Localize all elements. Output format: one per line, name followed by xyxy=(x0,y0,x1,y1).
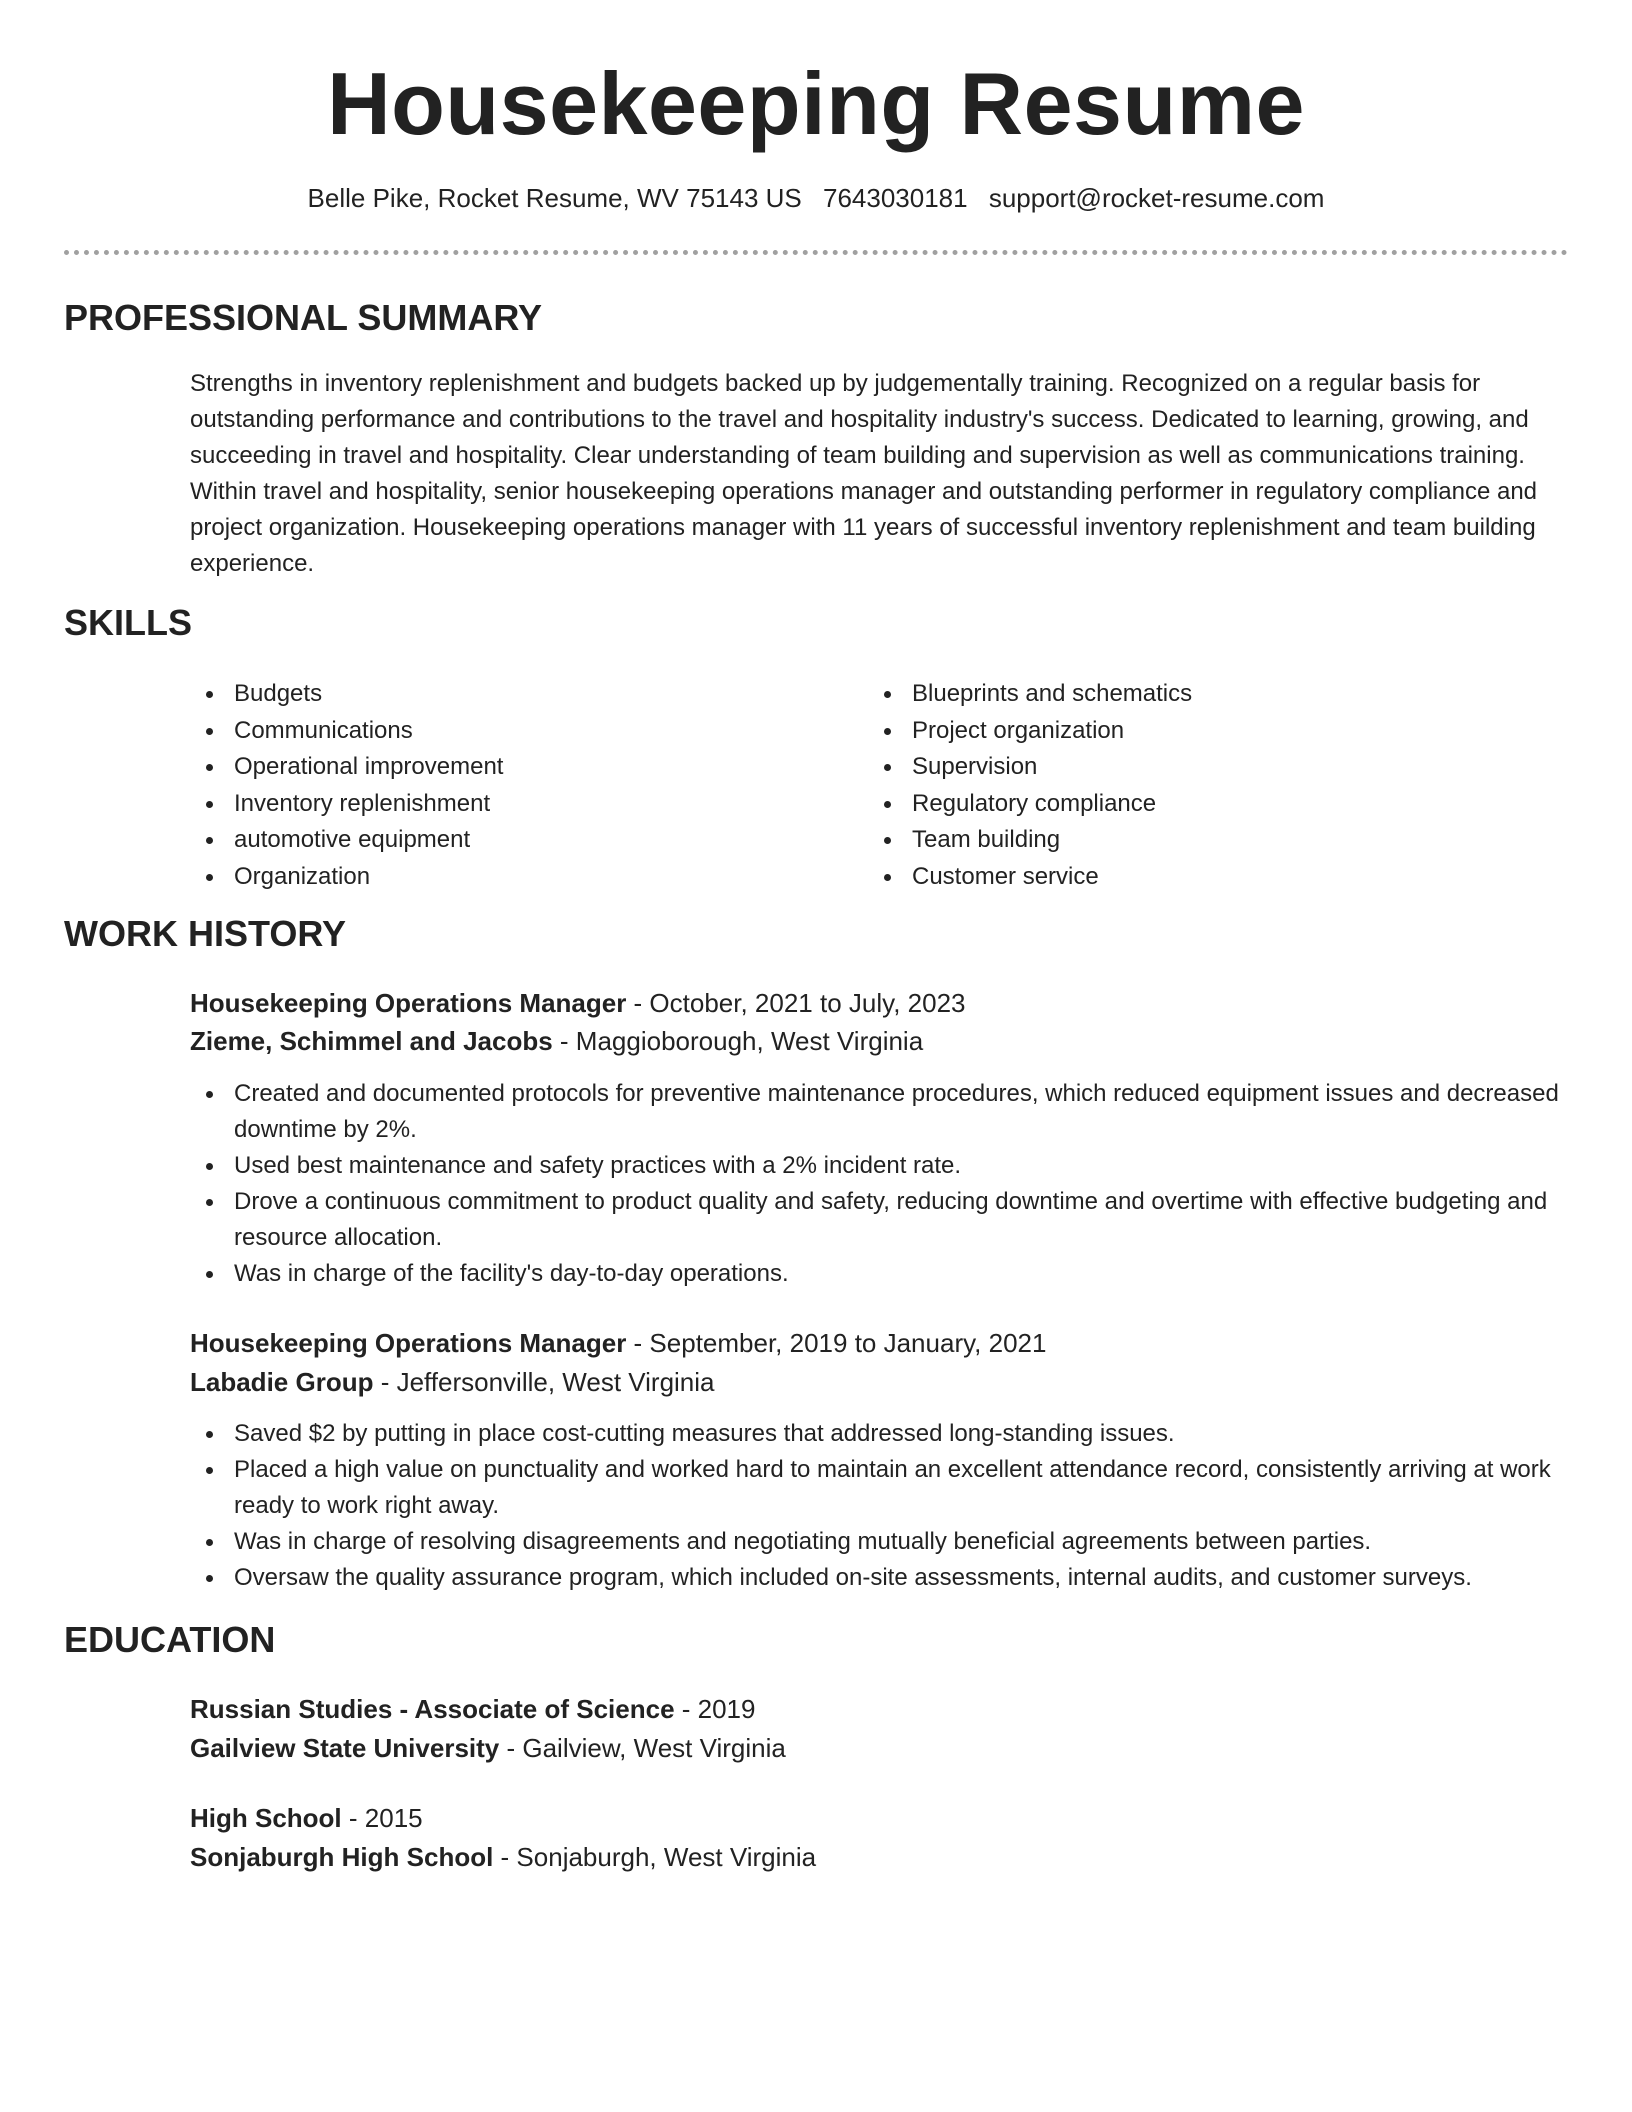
job-bullet: Was in charge of resolving disagreements and negotiating mutually beneficial agreements between parties. xyxy=(190,1524,1570,1560)
job-company: Labadie Group xyxy=(190,1367,374,1397)
education-heading: EDUCATION xyxy=(64,1619,276,1660)
education-school-line xyxy=(190,1731,786,1765)
summary-text: Strengths in inventory replenishment and budgets backed up by judgementally training. Recognized on a regular basis for outstanding performance and contributions to the travel and hospitality industry's success. Dedicated to learning, growing, and succeeding in travel and hospitality. Clear understanding of team building and supervision as well as communications training. Within travel and hospitality, senior housekeeping operations manager and outstanding performer in regulatory compliance and project organization. Housekeeping operations manager with 11 years of successful inventory replenishment and team building experience. xyxy=(190,370,1538,577)
education-school-line xyxy=(190,1840,816,1874)
education-year: - 2015 xyxy=(341,1803,423,1833)
contact-phone: 7643030181 xyxy=(822,183,968,213)
contact-line xyxy=(0,182,1632,214)
skill-item: Team building xyxy=(868,822,1192,859)
skill-item: Inventory replenishment xyxy=(190,786,503,823)
job-bullets xyxy=(190,1416,1570,1596)
education-location: - Sonjaburgh, West Virginia xyxy=(493,1842,817,1872)
job-title: Housekeeping Operations Manager xyxy=(190,1328,627,1358)
education-school: Sonjaburgh High School xyxy=(190,1842,494,1872)
job-bullet: Oversaw the quality assurance program, which included on-site assessments, internal audits, and customer surveys. xyxy=(190,1560,1570,1596)
education-degree: Russian Studies - Associate of Science xyxy=(190,1694,675,1724)
job-bullet: Drove a continuous commitment to product quality and safety, reducing downtime and overtime with effective budgeting and resource allocation. xyxy=(190,1184,1570,1256)
job-company-line xyxy=(190,1365,715,1399)
job-bullets xyxy=(190,1076,1570,1292)
skill-item: Communications xyxy=(190,713,503,750)
job-bullet: Used best maintenance and safety practices with a 2% incident rate. xyxy=(190,1148,1570,1184)
education-location: - Gailview, West Virginia xyxy=(499,1733,786,1763)
job-title-line xyxy=(190,1326,1046,1360)
contact-email: support@rocket-resume.com xyxy=(988,183,1325,213)
resume-title: Housekeeping Resume xyxy=(327,54,1305,153)
job-dates: - September, 2019 to January, 2021 xyxy=(626,1328,1047,1358)
job-bullet: Created and documented protocols for preventive maintenance procedures, which reduced equipment issues and decreased downtime by 2%. xyxy=(190,1076,1570,1148)
contact-address: Belle Pike, Rocket Resume, WV 75143 US xyxy=(307,183,802,213)
job-bullet: Saved $2 by putting in place cost-cutting measures that addressed long-standing issues. xyxy=(190,1416,1570,1452)
job-bullet: Placed a high value on punctuality and worked hard to maintain an excellent attendance record, consistently arriving at work ready to work right away. xyxy=(190,1452,1570,1524)
job-title: Housekeeping Operations Manager xyxy=(190,988,627,1018)
education-year: - 2019 xyxy=(674,1694,756,1724)
education-degree-line xyxy=(190,1692,755,1726)
job-location: - Maggioborough, West Virginia xyxy=(552,1026,924,1056)
skills-list-right xyxy=(868,676,1192,895)
header-divider xyxy=(64,250,1568,255)
job-company-line xyxy=(190,1024,923,1058)
education-degree: High School xyxy=(190,1803,342,1833)
job-title-line xyxy=(190,986,966,1020)
skill-item: Project organization xyxy=(868,713,1192,750)
skills-heading: SKILLS xyxy=(64,602,193,643)
skill-item: Operational improvement xyxy=(190,749,503,786)
education-degree-line xyxy=(190,1801,423,1835)
skill-item: Blueprints and schematics xyxy=(868,676,1192,713)
job-company: Zieme, Schimmel and Jacobs xyxy=(190,1026,553,1056)
job-location: - Jeffersonville, West Virginia xyxy=(373,1367,715,1397)
job-dates: - October, 2021 to July, 2023 xyxy=(626,988,966,1018)
skill-item: Customer service xyxy=(868,859,1192,896)
job-bullet: Was in charge of the facility's day-to-day operations. xyxy=(190,1256,1570,1292)
skill-item: Budgets xyxy=(190,676,503,713)
education-school: Gailview State University xyxy=(190,1733,500,1763)
skill-item: Regulatory compliance xyxy=(868,786,1192,823)
skill-item: Organization xyxy=(190,859,503,896)
work-heading: WORK HISTORY xyxy=(64,913,347,954)
skill-item: automotive equipment xyxy=(190,822,503,859)
skill-item: Supervision xyxy=(868,749,1192,786)
skills-list-left xyxy=(190,676,503,895)
summary-heading: PROFESSIONAL SUMMARY xyxy=(64,297,543,338)
